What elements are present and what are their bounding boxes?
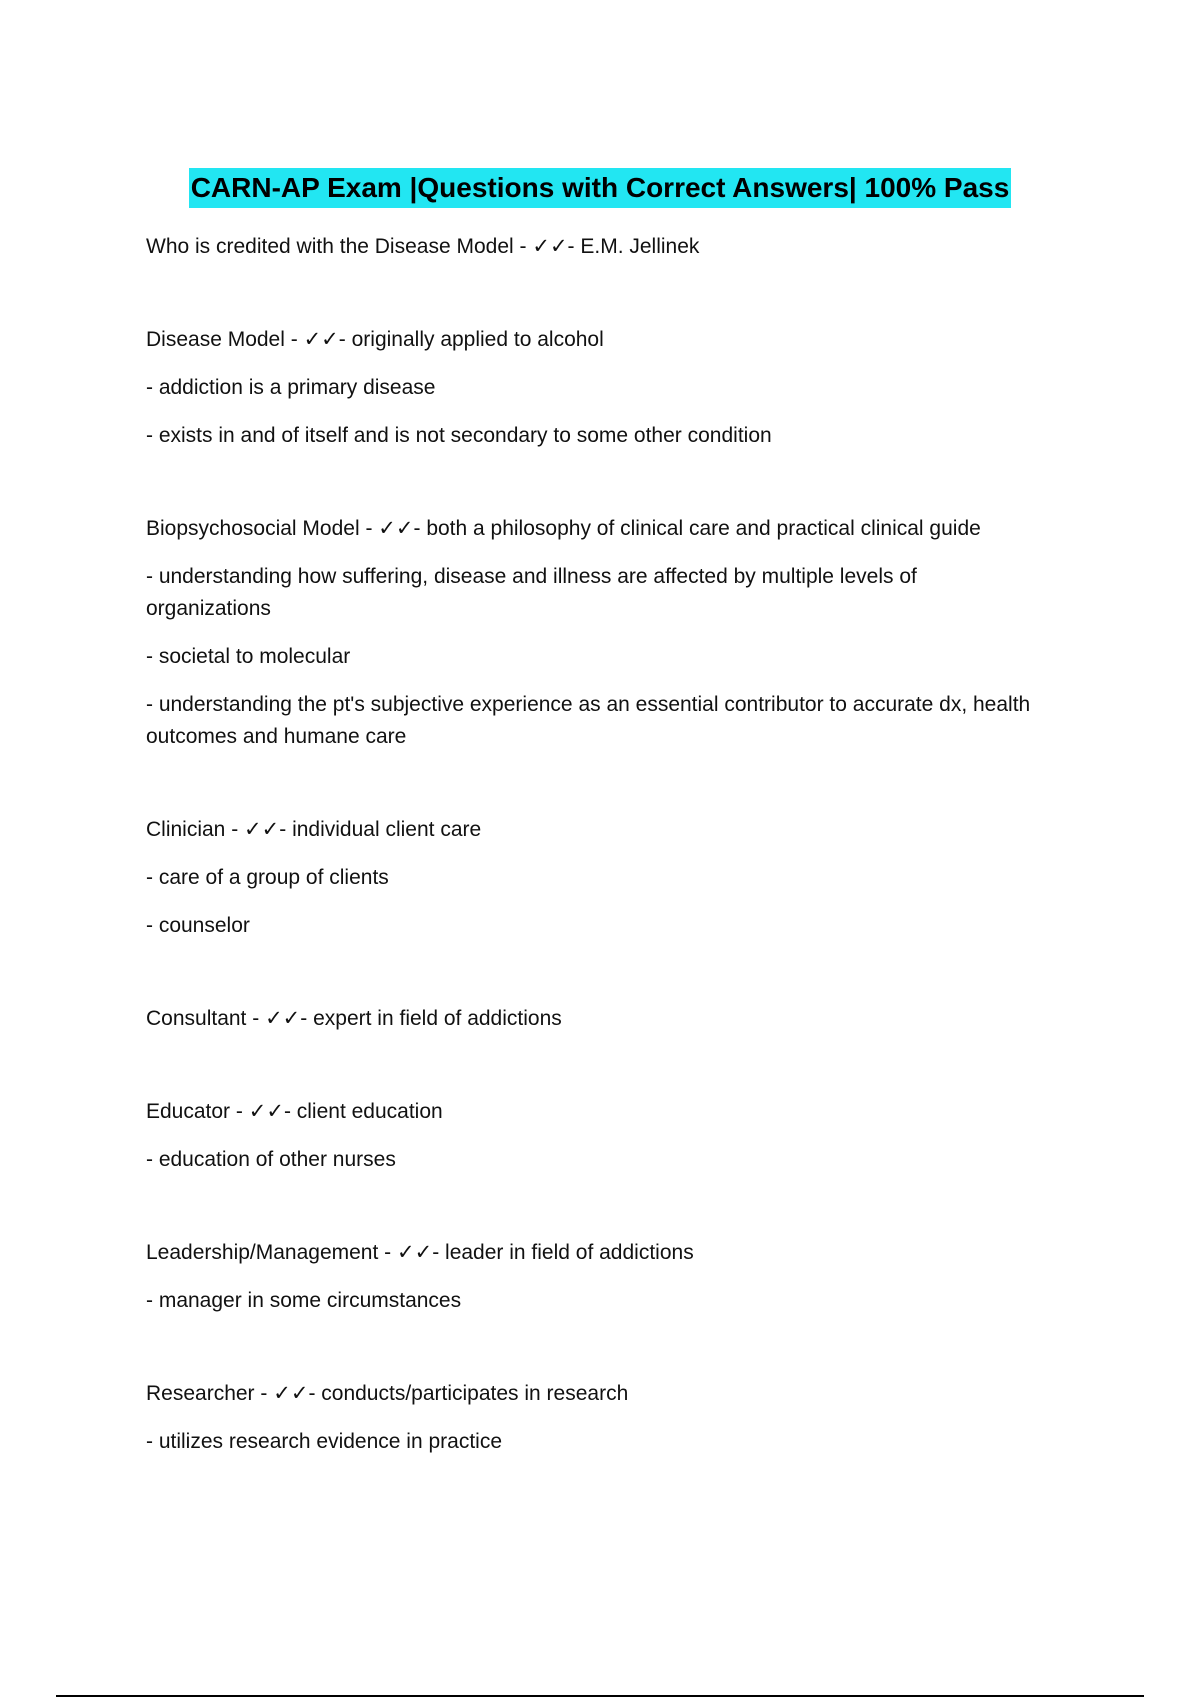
question-line: Biopsychosocial Model - ✓✓- both a philosophy of clinical care and practical clinical guide — [146, 516, 981, 540]
check-mark-icon: ✓✓ — [397, 1240, 433, 1264]
detail-line: - counselor — [146, 914, 250, 937]
check-mark-icon: ✓✓ — [248, 1099, 284, 1123]
title-wrapper — [0, 168, 1200, 208]
qa-item — [146, 512, 1046, 753]
question-line: Clinician - ✓✓- individual client care — [146, 817, 482, 841]
question-line: Researcher - ✓✓- conducts/participates in research — [146, 1381, 629, 1405]
question-line: Consultant - ✓✓- expert in field of addictions — [146, 1006, 562, 1030]
question-line: Who is credited with the Disease Model - ✓✓- E.M. Jellinek — [146, 234, 700, 258]
detail-line: - care of a group of clients — [146, 866, 389, 889]
answer-text: client education — [296, 1100, 443, 1123]
detail-line: - manager in some circumstances — [146, 1289, 462, 1312]
qa-item — [146, 230, 1046, 263]
question-term: Who is credited with the Disease Model — [146, 235, 514, 258]
document-title: CARN-AP Exam |Questions with Correct Answers| 100% Pass — [189, 168, 1012, 208]
detail-line: - societal to molecular — [146, 645, 351, 668]
qa-item — [146, 323, 1046, 452]
detail-line: - understanding how suffering, disease and illness are affected by multiple levels of organizations — [146, 565, 917, 620]
question-line: Leadership/Management - ✓✓- leader in field of addictions — [146, 1240, 694, 1264]
qa-list — [146, 230, 1046, 1518]
check-mark-icon: ✓✓ — [273, 1381, 309, 1405]
check-mark-icon: ✓✓ — [532, 234, 568, 258]
qa-item — [146, 1236, 1046, 1317]
qa-item — [146, 813, 1046, 942]
question-term: Consultant — [146, 1007, 247, 1030]
question-term: Educator — [146, 1100, 231, 1123]
answer-text: E.M. Jellinek — [580, 235, 700, 258]
answer-text: leader in field of addictions — [445, 1241, 694, 1264]
detail-line: - exists in and of itself and is not secondary to some other condition — [146, 424, 772, 447]
question-line: Disease Model - ✓✓- originally applied to alcohol — [146, 327, 604, 351]
check-mark-icon: ✓✓ — [378, 516, 414, 540]
qa-item — [146, 1002, 1046, 1035]
question-term: Leadership/Management — [146, 1241, 379, 1264]
footer-divider — [56, 1695, 1144, 1697]
check-mark-icon: ✓✓ — [244, 817, 280, 841]
qa-item — [146, 1095, 1046, 1176]
question-term: Researcher — [146, 1382, 255, 1405]
check-mark-icon: ✓✓ — [303, 327, 339, 351]
question-term: Clinician — [146, 818, 226, 841]
answer-text: both a philosophy of clinical care and practical clinical guide — [426, 517, 981, 540]
answer-text: expert in field of addictions — [313, 1007, 562, 1030]
check-mark-icon: ✓✓ — [265, 1006, 301, 1030]
answer-text: conducts/participates in research — [321, 1382, 629, 1405]
question-line: Educator - ✓✓- client education — [146, 1099, 443, 1123]
qa-item — [146, 1377, 1046, 1458]
detail-line: - utilizes research evidence in practice — [146, 1430, 502, 1453]
detail-line: - education of other nurses — [146, 1148, 396, 1171]
question-term: Disease Model — [146, 328, 285, 351]
answer-text: individual client care — [292, 818, 482, 841]
detail-line: - addiction is a primary disease — [146, 376, 436, 399]
detail-line: - understanding the pt's subjective experience as an essential contributor to accurate dx, health outcomes and humane care — [146, 693, 1031, 748]
answer-text: originally applied to alcohol — [351, 328, 604, 351]
question-term: Biopsychosocial Model — [146, 517, 360, 540]
